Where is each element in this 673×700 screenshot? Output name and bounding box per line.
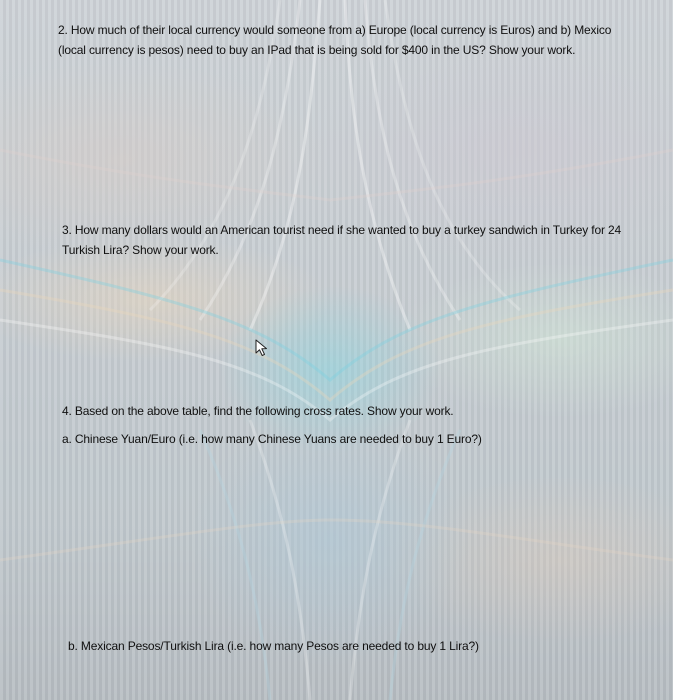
question-2-text: 2. How much of their local currency would someone from a) Europe (local currency is Euros) and b) Mexico (local currency is pesos) need to buy an IPad that is being sold for $400 in the US? Show your work. xyxy=(58,23,612,57)
question-4-text: 4. Based on the above table, find the following cross rates. Show your work. xyxy=(62,404,454,418)
question-4a-text: a. Chinese Yuan/Euro (i.e. how many Chinese Yuans are needed to buy 1 Euro?) xyxy=(62,432,482,446)
mouse-pointer-icon xyxy=(254,339,270,357)
question-4b-text: b. Mexican Pesos/Turkish Lira (i.e. how many Pesos are needed to buy 1 Lira?) xyxy=(68,639,479,653)
question-3-text: 3. How many dollars would an American tourist need if she wanted to buy a turkey sandwich in Turkey for 24 Turkish Lira? Show your work. xyxy=(62,223,622,257)
